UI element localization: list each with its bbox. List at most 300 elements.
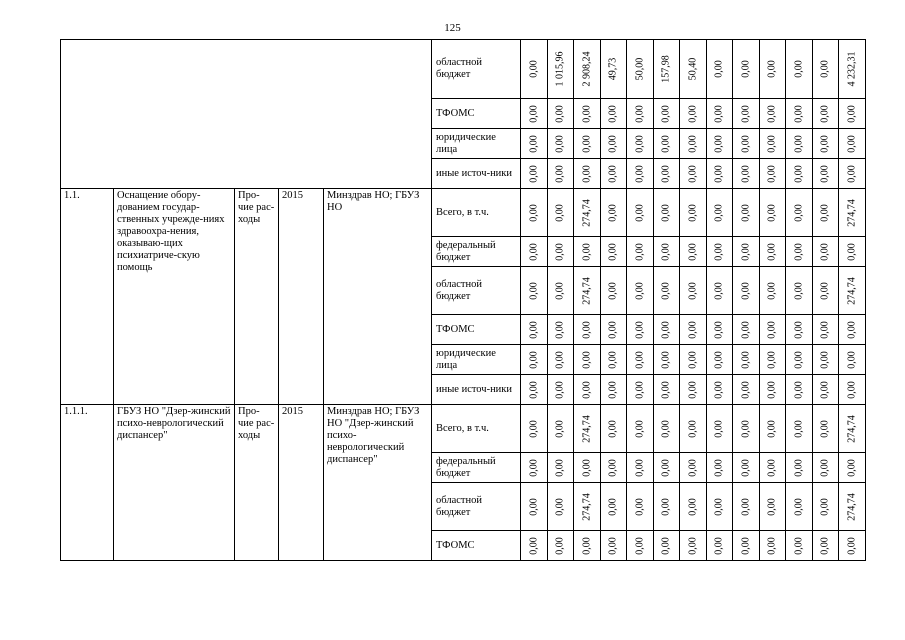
value-cell (547, 315, 574, 345)
value-text: 0,00 (740, 164, 752, 183)
value-text: 0,00 (554, 242, 566, 261)
value-cell (839, 237, 866, 267)
value-cell (706, 267, 733, 315)
value-text: 0,00 (740, 350, 752, 369)
value-cell (759, 375, 786, 405)
value-text: 0,00 (819, 419, 831, 438)
value-cell (759, 99, 786, 129)
value-cell (547, 453, 574, 483)
value-cell (759, 267, 786, 315)
value-cell (547, 375, 574, 405)
value-text: 0,00 (740, 60, 752, 78)
value-cell (627, 315, 654, 345)
value-text: 0,00 (740, 281, 752, 300)
funding-source: юридические лица (432, 345, 521, 375)
funding-source: Всего, в т.ч. (432, 189, 521, 237)
value-cell (627, 237, 654, 267)
item-year: 2015 (279, 405, 324, 561)
value-cell (547, 531, 574, 561)
value-text: 0,00 (740, 419, 752, 438)
value-text: 0,00 (687, 203, 699, 222)
value-text: 0,00 (766, 60, 778, 78)
value-text: 274,74 (581, 276, 593, 305)
value-text: 0,00 (607, 380, 619, 399)
value-cell (706, 129, 733, 159)
value-cell (786, 375, 813, 405)
value-text: 0,00 (634, 536, 646, 555)
value-cell (786, 237, 813, 267)
value-text: 0,00 (554, 380, 566, 399)
value-cell (812, 531, 839, 561)
value-cell (600, 267, 627, 315)
value-text: 0,00 (554, 536, 566, 555)
value-cell (759, 345, 786, 375)
item-name: ГБУЗ НО "Дзер-жинский психо-неврологический диспансер" (114, 405, 235, 561)
value-cell (786, 129, 813, 159)
value-cell (627, 483, 654, 531)
value-text: 0,00 (687, 380, 699, 399)
value-text: 0,00 (766, 203, 778, 222)
value-text: 0,00 (819, 497, 831, 516)
value-text: 0,00 (713, 419, 725, 438)
value-cell (521, 315, 548, 345)
value-cell (521, 99, 548, 129)
value-cell (759, 129, 786, 159)
value-cell (759, 237, 786, 267)
value-cell (600, 159, 627, 189)
value-cell (759, 159, 786, 189)
value-cell (839, 483, 866, 531)
value-cell (680, 129, 707, 159)
value-text: 0,00 (607, 458, 619, 477)
value-cell (521, 345, 548, 375)
value-cell (600, 189, 627, 237)
value-text: 0,00 (687, 281, 699, 300)
value-text: 0,00 (793, 497, 805, 516)
value-cell (812, 189, 839, 237)
value-cell (574, 99, 601, 129)
value-text: 50,40 (687, 57, 699, 81)
value-cell (653, 159, 680, 189)
value-text: 0,00 (819, 164, 831, 183)
value-text: 0,00 (528, 419, 540, 438)
value-cell (786, 483, 813, 531)
value-cell (627, 99, 654, 129)
value-text: 0,00 (660, 203, 672, 222)
value-text: 0,00 (793, 281, 805, 300)
value-text: 274,74 (581, 492, 593, 521)
table-row (61, 40, 866, 99)
value-cell (547, 159, 574, 189)
value-cell (547, 237, 574, 267)
value-cell (733, 405, 760, 453)
value-cell (812, 237, 839, 267)
value-text: 157,98 (660, 55, 672, 83)
value-text: 0,00 (793, 60, 805, 78)
value-text: 0,00 (766, 134, 778, 153)
value-text: 0,00 (740, 104, 752, 123)
value-cell (600, 99, 627, 129)
value-cell (574, 405, 601, 453)
value-cell (600, 531, 627, 561)
item-executor: Минздрав НО; ГБУЗ НО "Дзер-жинский психо-неврологический диспансер" (324, 405, 432, 561)
table-row (61, 189, 866, 237)
value-text: 0,00 (554, 350, 566, 369)
value-text: 0,00 (687, 320, 699, 339)
value-cell (547, 345, 574, 375)
value-cell (733, 267, 760, 315)
value-cell (521, 40, 548, 99)
value-cell (839, 159, 866, 189)
value-text: 0,00 (687, 419, 699, 438)
value-text: 0,00 (713, 60, 725, 78)
value-text: 0,00 (793, 458, 805, 477)
value-text: 0,00 (581, 104, 593, 123)
value-text: 0,00 (528, 350, 540, 369)
value-cell (653, 345, 680, 375)
value-text: 0,00 (660, 419, 672, 438)
value-cell (706, 99, 733, 129)
value-text: 0,00 (554, 104, 566, 123)
value-text: 0,00 (766, 242, 778, 261)
value-text: 0,00 (528, 320, 540, 339)
value-cell (653, 237, 680, 267)
value-text: 0,00 (846, 380, 858, 399)
value-text: 0,00 (528, 104, 540, 123)
value-text: 0,00 (766, 380, 778, 399)
value-cell (706, 453, 733, 483)
value-text: 0,00 (713, 104, 725, 123)
value-text: 0,00 (846, 350, 858, 369)
value-text: 0,00 (846, 134, 858, 153)
value-cell (759, 531, 786, 561)
value-cell (653, 129, 680, 159)
value-text: 0,00 (819, 458, 831, 477)
value-cell (653, 189, 680, 237)
value-text: 274,74 (846, 414, 858, 443)
value-text: 0,00 (793, 134, 805, 153)
value-cell (521, 129, 548, 159)
value-text: 274,74 (581, 414, 593, 443)
value-cell (680, 40, 707, 99)
value-cell (574, 159, 601, 189)
value-cell (627, 375, 654, 405)
expense-category: Про-чие рас-ходы (235, 405, 279, 561)
value-cell (627, 129, 654, 159)
value-text: 0,00 (660, 134, 672, 153)
value-cell (733, 483, 760, 531)
value-text: 0,00 (766, 164, 778, 183)
value-cell (812, 405, 839, 453)
value-cell (839, 189, 866, 237)
value-cell (706, 405, 733, 453)
value-cell (839, 405, 866, 453)
value-cell (600, 405, 627, 453)
value-cell (733, 189, 760, 237)
value-cell (839, 267, 866, 315)
value-cell (786, 99, 813, 129)
value-cell (627, 405, 654, 453)
value-text: 0,00 (528, 458, 540, 477)
funding-source: областной бюджет (432, 267, 521, 315)
value-text: 0,00 (819, 104, 831, 123)
value-cell (600, 483, 627, 531)
value-cell (812, 453, 839, 483)
value-text: 0,00 (660, 536, 672, 555)
value-text: 0,00 (554, 164, 566, 183)
value-cell (627, 189, 654, 237)
value-text: 0,00 (528, 281, 540, 300)
value-text: 0,00 (528, 536, 540, 555)
value-text: 0,00 (634, 164, 646, 183)
value-cell (521, 189, 548, 237)
value-text: 0,00 (713, 203, 725, 222)
value-text: 0,00 (528, 134, 540, 153)
value-text: 0,00 (819, 380, 831, 399)
item-executor: Минздрав НО; ГБУЗ НО (324, 189, 432, 405)
value-text: 0,00 (819, 60, 831, 78)
value-text: 0,00 (634, 458, 646, 477)
expense-category: Про-чие рас-ходы (235, 189, 279, 405)
value-cell (812, 99, 839, 129)
value-cell (521, 267, 548, 315)
value-cell (521, 453, 548, 483)
value-text: 0,00 (607, 134, 619, 153)
value-cell (733, 345, 760, 375)
value-text: 0,00 (581, 350, 593, 369)
value-text: 274,74 (846, 198, 858, 227)
value-cell (759, 189, 786, 237)
value-text: 0,00 (554, 458, 566, 477)
item-number: 1.1. (61, 189, 114, 405)
value-text: 0,00 (607, 497, 619, 516)
value-text: 0,00 (554, 281, 566, 300)
value-cell (547, 405, 574, 453)
value-cell (521, 405, 548, 453)
value-text: 0,00 (634, 419, 646, 438)
value-cell (733, 237, 760, 267)
value-text: 0,00 (660, 281, 672, 300)
funding-source: ТФОМС (432, 315, 521, 345)
value-cell (786, 189, 813, 237)
value-text: 0,00 (660, 164, 672, 183)
value-text: 0,00 (793, 350, 805, 369)
value-cell (574, 189, 601, 237)
value-text: 0,00 (819, 350, 831, 369)
value-cell (812, 129, 839, 159)
value-text: 0,00 (713, 497, 725, 516)
value-cell (653, 267, 680, 315)
value-text: 0,00 (607, 536, 619, 555)
value-text: 0,00 (581, 380, 593, 399)
value-text: 0,00 (713, 242, 725, 261)
funding-source: областной бюджет (432, 483, 521, 531)
value-cell (680, 531, 707, 561)
value-text: 274,74 (581, 198, 593, 227)
value-cell (521, 483, 548, 531)
value-text: 0,00 (660, 497, 672, 516)
value-text: 0,00 (846, 320, 858, 339)
value-cell (839, 345, 866, 375)
value-text: 0,00 (634, 104, 646, 123)
value-cell (521, 531, 548, 561)
value-text: 0,00 (607, 203, 619, 222)
value-text: 0,00 (687, 164, 699, 183)
value-cell (653, 483, 680, 531)
value-cell (680, 483, 707, 531)
value-cell (600, 237, 627, 267)
value-cell (786, 315, 813, 345)
value-text: 0,00 (634, 350, 646, 369)
value-cell (786, 267, 813, 315)
value-cell (839, 453, 866, 483)
value-text: 0,00 (713, 320, 725, 339)
value-text: 0,00 (687, 242, 699, 261)
value-text: 0,00 (528, 380, 540, 399)
value-cell (733, 99, 760, 129)
value-text: 0,00 (793, 419, 805, 438)
value-text: 0,00 (660, 458, 672, 477)
value-text: 50,00 (634, 57, 646, 81)
page-number: 125 (444, 22, 461, 34)
value-text: 0,00 (766, 281, 778, 300)
value-cell (574, 267, 601, 315)
value-text: 0,00 (687, 458, 699, 477)
value-text: 0,00 (766, 419, 778, 438)
value-cell (680, 189, 707, 237)
value-text: 0,00 (581, 536, 593, 555)
value-text: 0,00 (528, 497, 540, 516)
value-cell (706, 375, 733, 405)
value-cell (759, 453, 786, 483)
value-cell (627, 453, 654, 483)
value-text: 0,00 (634, 497, 646, 516)
value-cell (600, 40, 627, 99)
value-text: 0,00 (846, 242, 858, 261)
value-text: 0,00 (793, 536, 805, 555)
item-year: 2015 (279, 189, 324, 405)
value-cell (574, 315, 601, 345)
value-cell (521, 375, 548, 405)
value-cell (680, 405, 707, 453)
value-text: 0,00 (713, 134, 725, 153)
value-text: 0,00 (740, 203, 752, 222)
value-text: 0,00 (554, 320, 566, 339)
value-text: 0,00 (634, 320, 646, 339)
value-cell (706, 237, 733, 267)
value-text: 0,00 (687, 536, 699, 555)
value-cell (574, 375, 601, 405)
value-cell (839, 129, 866, 159)
value-text: 0,00 (687, 104, 699, 123)
value-cell (759, 405, 786, 453)
value-text: 0,00 (740, 497, 752, 516)
value-cell (786, 405, 813, 453)
value-cell (786, 159, 813, 189)
value-text: 0,00 (554, 134, 566, 153)
value-text: 0,00 (607, 104, 619, 123)
value-text: 0,00 (528, 203, 540, 222)
value-cell (547, 189, 574, 237)
value-text: 0,00 (793, 380, 805, 399)
value-cell (706, 40, 733, 99)
value-cell (812, 345, 839, 375)
value-text: 0,00 (581, 458, 593, 477)
value-text: 0,00 (607, 164, 619, 183)
value-text: 0,00 (607, 242, 619, 261)
value-cell (680, 159, 707, 189)
value-cell (627, 40, 654, 99)
value-text: 0,00 (660, 350, 672, 369)
value-cell (653, 531, 680, 561)
value-text: 0,00 (607, 281, 619, 300)
value-text: 0,00 (793, 164, 805, 183)
value-text: 0,00 (793, 203, 805, 222)
value-text: 0,00 (819, 242, 831, 261)
value-cell (653, 315, 680, 345)
value-text: 0,00 (660, 320, 672, 339)
value-cell (839, 315, 866, 345)
item-name: Оснащение обору-дованием государ-ственных учрежде-ниях здравоохра-нения, оказываю-щих психиатриче-скую помощь (114, 189, 235, 405)
value-text: 0,00 (607, 419, 619, 438)
value-text: 0,00 (713, 380, 725, 399)
value-text: 0,00 (660, 104, 672, 123)
value-cell (839, 375, 866, 405)
value-cell (574, 483, 601, 531)
value-cell (574, 345, 601, 375)
value-text: 0,00 (740, 380, 752, 399)
value-cell (839, 99, 866, 129)
value-text: 0,00 (528, 242, 540, 261)
value-text: 0,00 (740, 242, 752, 261)
value-cell (574, 129, 601, 159)
value-cell (812, 159, 839, 189)
value-cell (653, 405, 680, 453)
value-text: 0,00 (846, 164, 858, 183)
value-text: 0,00 (819, 281, 831, 300)
value-cell (680, 315, 707, 345)
value-cell (706, 531, 733, 561)
value-cell (600, 345, 627, 375)
value-text: 0,00 (581, 320, 593, 339)
funding-source: иные источ-ники (432, 375, 521, 405)
value-text: 0,00 (660, 380, 672, 399)
value-text: 0,00 (740, 320, 752, 339)
value-text: 0,00 (740, 536, 752, 555)
funding-source: ТФОМС (432, 99, 521, 129)
value-cell (521, 237, 548, 267)
value-cell (547, 267, 574, 315)
value-cell (680, 237, 707, 267)
value-text: 0,00 (766, 497, 778, 516)
value-cell (733, 531, 760, 561)
value-cell (733, 315, 760, 345)
value-text: 0,00 (819, 320, 831, 339)
funding-source: федеральный бюджет (432, 453, 521, 483)
value-text: 0,00 (581, 242, 593, 261)
value-text: 1 015,96 (554, 51, 566, 87)
value-text: 0,00 (581, 164, 593, 183)
value-cell (812, 375, 839, 405)
value-cell (786, 453, 813, 483)
value-cell (680, 375, 707, 405)
value-cell (627, 531, 654, 561)
value-cell (812, 315, 839, 345)
value-text: 0,00 (846, 536, 858, 555)
value-cell (706, 315, 733, 345)
value-text: 0,00 (581, 134, 593, 153)
value-cell (547, 40, 574, 99)
